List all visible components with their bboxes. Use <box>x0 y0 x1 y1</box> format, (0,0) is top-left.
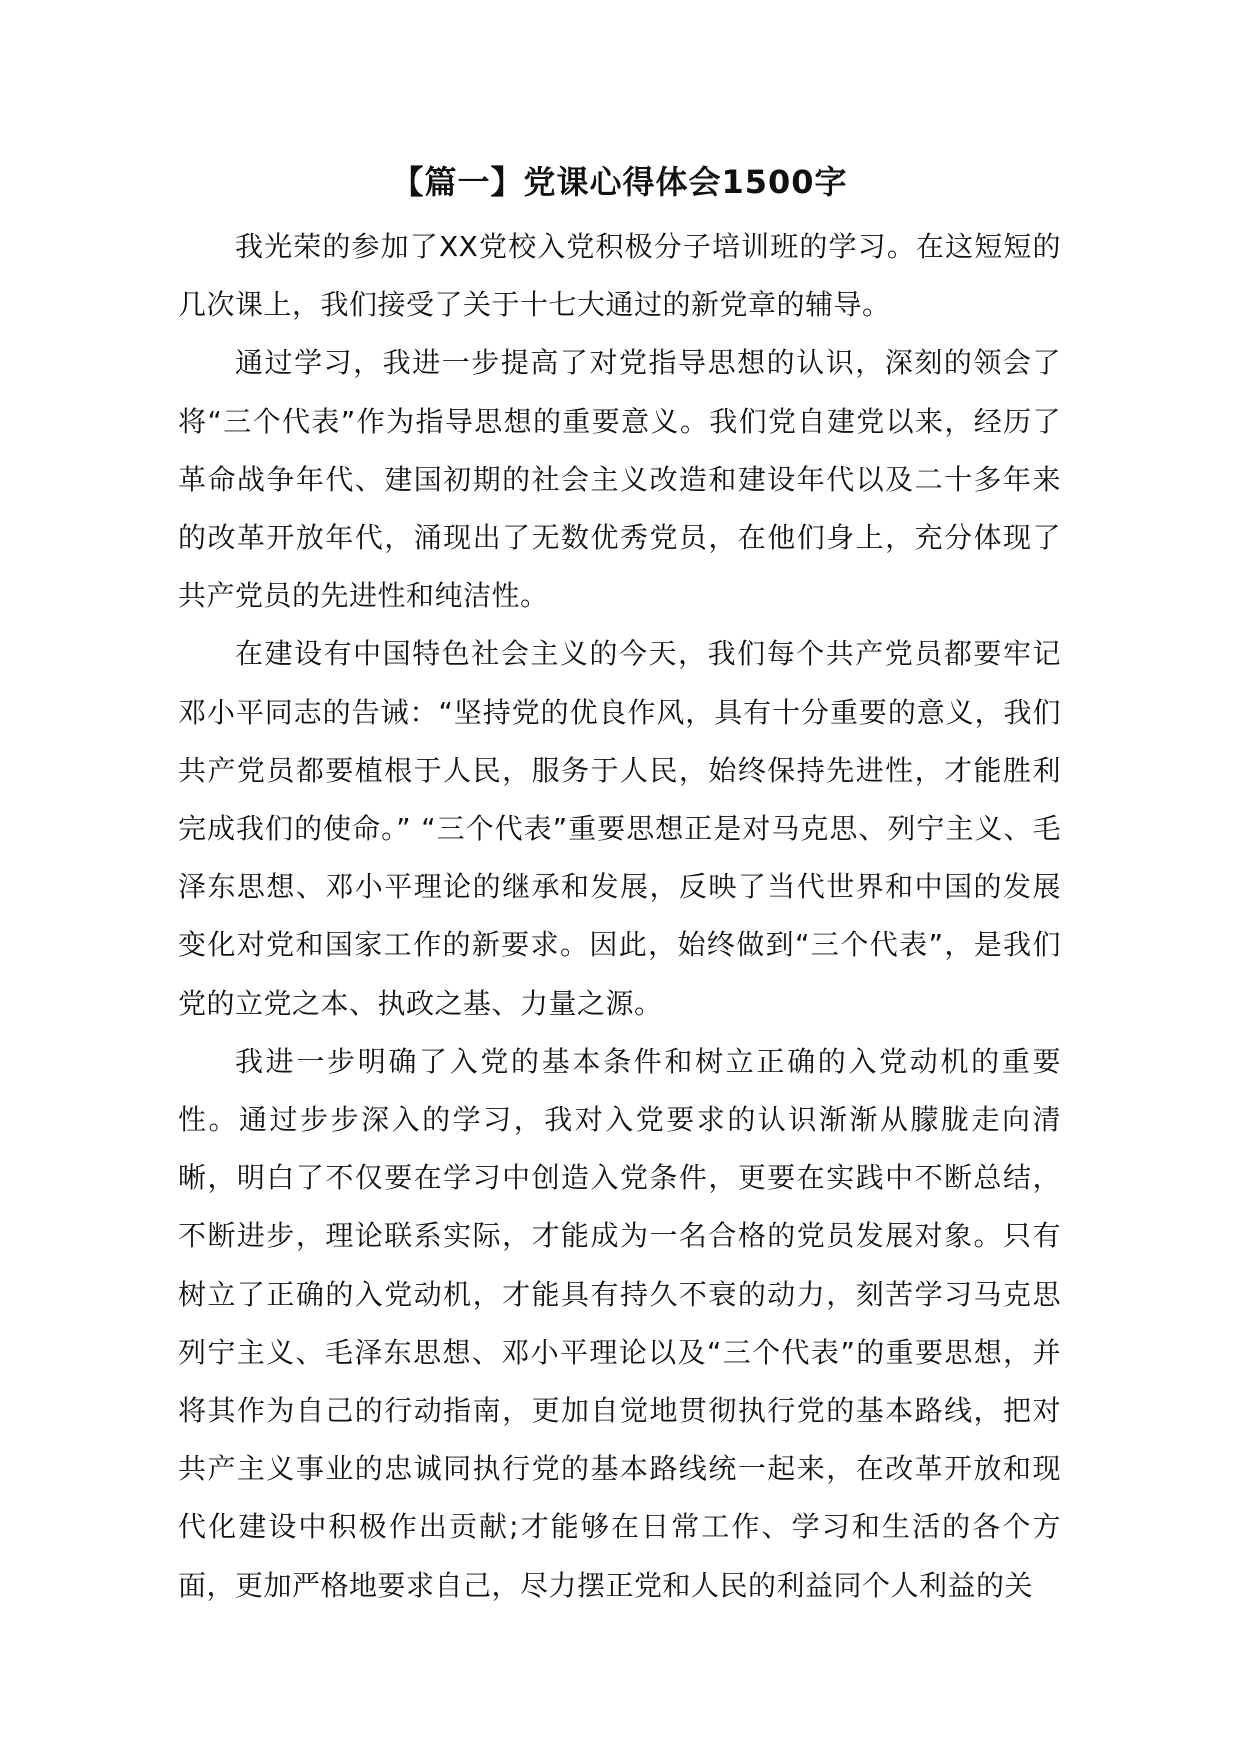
paragraph-2: 通过学习，我进一步提高了对党指导思想的认识，深刻的领会了将“三个代表”作为指导思想的重要意义。我们党自建党以来，经历了革命战争年代、建国初期的社会主义改造和建设年代以及二十多年来的改革开放年代，涌现出了无数优秀党员，在他们身上，充分体现了共产党员的先进性和纯洁性。 <box>178 346 1061 613</box>
document-title: 【篇一】党课心得体会1500字 <box>391 163 848 201</box>
paragraph-4: 我进一步明确了入党的基本条件和树立正确的入党动机的重要性。通过步步深入的学习，我对入党要求的认识渐渐从朦胧走向清晰，明白了不仅要在学习中创造入党条件，更要在实践中不断总结，不断进步，理论联系实际，才能成为一名合格的党员发展对象。只有树立了正确的入党动机，才能具有持久不衰的动力，刻苦学习马克思列宁主义、毛泽东思想、邓小平理论以及“三个代表”的重要思想，并将其作为自己的行动指南，更加自觉地贯彻执行党的基本路线，把对共产主义事业的忠诚同执行党的基本路线统一起来，在改革开放和现代化建设中积极作出贡献;才能够在日常工作、学习和生活的各个方面，更加严格地要求自己，尽力摆正党和人民的利益同个人利益的关 <box>178 1044 1061 1602</box>
paragraph-3: 在建设有中国特色社会主义的今天，我们每个共产党员都要牢记邓小平同志的告诫：“坚持党的优良作风，具有十分重要的意义，我们共产党员都要植根于人民，服务于人民，始终保持先进性，才能胜利完成我们的使命。” “三个代表”重要思想正是对马克思、列宁主义、毛泽东思想、邓小平理论的继承和发展，反映了当代世界和中国的发展变化对党和国家工作的新要求。因此，始终做到“三个代表”，是我们党的立党之本、执政之基、力量之源。 <box>178 637 1061 1020</box>
document-body <box>178 158 1061 1615</box>
paragraph-1: 我光荣的参加了XX党校入党积极分子培训班的学习。在这短短的几次课上，我们接受了关于十七大通过的新党章的辅导。 <box>178 230 1061 322</box>
